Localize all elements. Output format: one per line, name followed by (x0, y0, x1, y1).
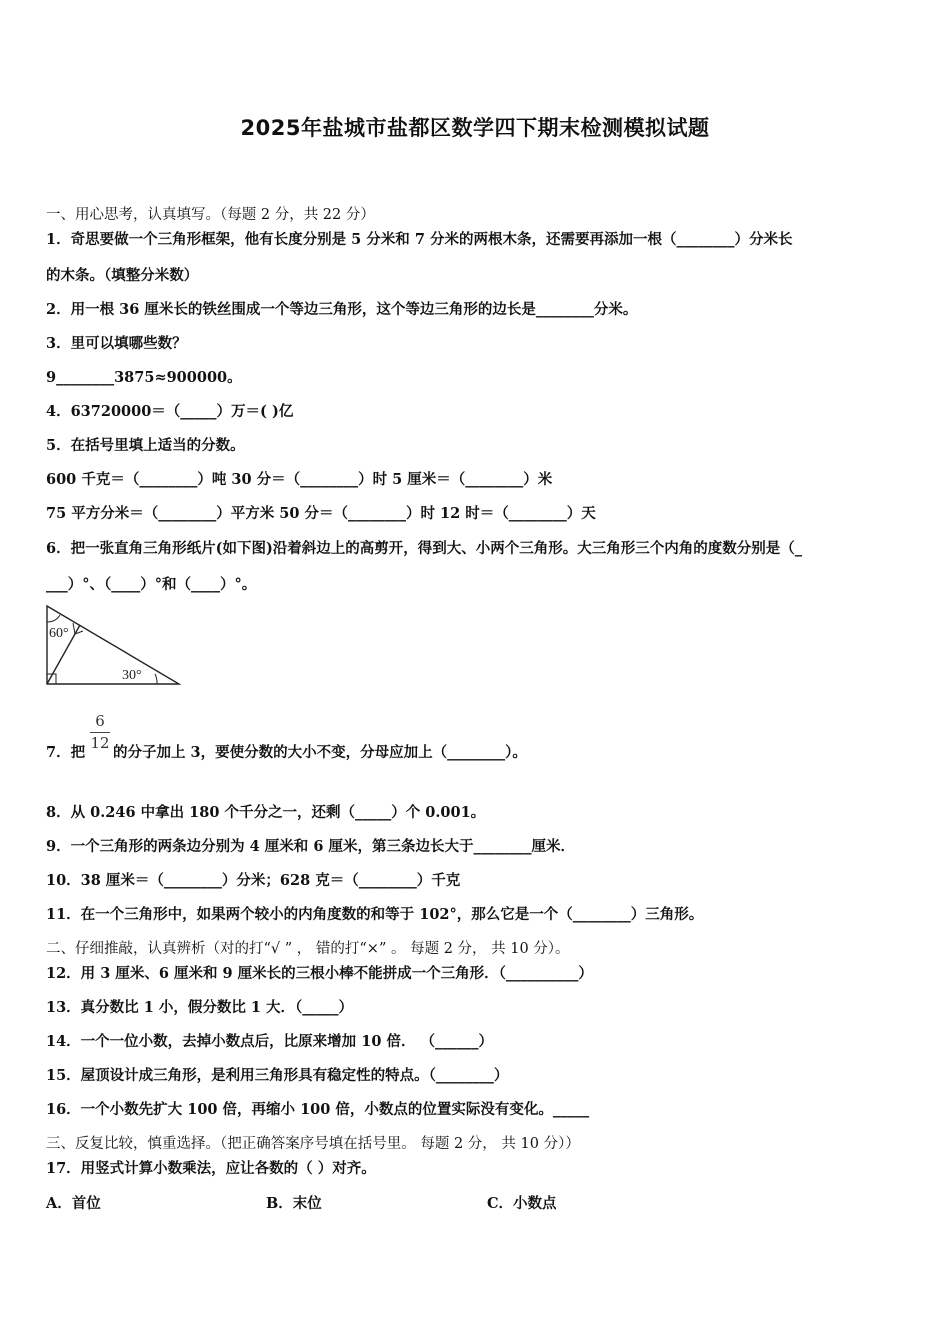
angle-60-label: 60° (49, 626, 69, 641)
right-triangle-figure (44, 602, 184, 688)
fraction-6-12 (88, 713, 112, 752)
option-c: C．小数点 (487, 1195, 557, 1212)
question-17: 17．用竖式计算小数乘法，应让各数的（ ）对齐。 (46, 1160, 376, 1177)
question-12: 12．用 3 厘米、6 厘米和 9 厘米长的三根小棒不能拼成一个三角形．（__________） (46, 965, 593, 982)
section-2-heading: 二、仔细推敲，认真辨析（对的打“√ ” ， 错的打“×” 。 每题 2 分， 共 10 分）。 (46, 941, 570, 957)
question-15: 15．屋顶设计成三角形，是利用三角形具有稳定性的特点。（________） (46, 1067, 509, 1084)
question-2: 2．用一根 36 厘米长的铁丝围成一个等边三角形，这个等边三角形的边长是________分米。 (46, 301, 638, 318)
question-11: 11．在一个三角形中，如果两个较小的内角度数的和等于 102°，那么它是一个（________）三角形。 (46, 906, 704, 923)
question-3-blank: 9________3875≈900000。 (46, 369, 242, 386)
question-6-line-1: 6．把一张直角三角形纸片(如下图)沿着斜边上的高剪开，得到大、小两个三角形。大三角形三个内角的度数分别是（_ (46, 540, 803, 557)
option-b: B．末位 (266, 1195, 322, 1212)
section-3-heading: 三、反复比较，慎重选择。（把正确答案序号填在括号里。 每题 2 分， 共 10 分）） (46, 1136, 580, 1152)
question-7-rest: 的分子加上 3，要使分数的大小不变，分母应加上（________）。 (113, 744, 527, 761)
question-6-line-2: ___）°、（____）°和（____）°。 (46, 576, 257, 593)
question-1-line-1: 1．奇思要做一个三角形框架，他有长度分别是 5 分米和 7 分米的两根木条，还需要再添加一根（________）分米长 (46, 231, 793, 248)
question-5: 5．在括号里填上适当的分数。 (46, 437, 245, 454)
question-8: 8．从 0.246 中拿出 180 个千分之一，还剩（_____）个 0.001。 (46, 804, 486, 821)
angle-30-label: 30° (122, 668, 142, 683)
question-1-line-2: 的木条。（填整分米数） (46, 267, 199, 284)
question-7-prefix: 7．把 (46, 744, 86, 761)
question-9: 9．一个三角形的两条边分别为 4 厘米和 6 厘米，第三条边长大于________厘米． (46, 838, 575, 855)
question-13: 13．真分数比 1 小，假分数比 1 大．（_____） (46, 999, 354, 1016)
question-4: 4．63720000＝（_____）万＝( )亿 (46, 403, 294, 420)
page-title: 2025年盐城市盐都区数学四下期末检测模拟试题 (240, 116, 710, 140)
option-a: A．首位 (46, 1195, 101, 1212)
question-14: 14．一个一位小数，去掉小数点后，比原来增加 10 倍． （______） (46, 1033, 493, 1050)
question-3: 3．里可以填哪些数？ (46, 335, 187, 352)
section-1-heading: 一、用心思考，认真填写。（每题 2 分，共 22 分） (46, 207, 375, 223)
question-16: 16．一个小数先扩大 100 倍，再缩小 100 倍，小数点的位置实际没有变化。_____ (46, 1101, 590, 1118)
question-10: 10．38 厘米＝（________）分米；628 克＝（________）千克 (46, 872, 461, 889)
fraction-numerator: 6 (95, 712, 105, 730)
fraction-denominator: 12 (90, 734, 110, 752)
question-5-row-1: 600 千克＝（________）吨 30 分＝（________）时 5 厘米＝（________）米 (46, 471, 553, 488)
question-5-row-2: 75 平方分米＝（________）平方米 50 分＝（________）时 12 时＝（________）天 (46, 505, 596, 522)
